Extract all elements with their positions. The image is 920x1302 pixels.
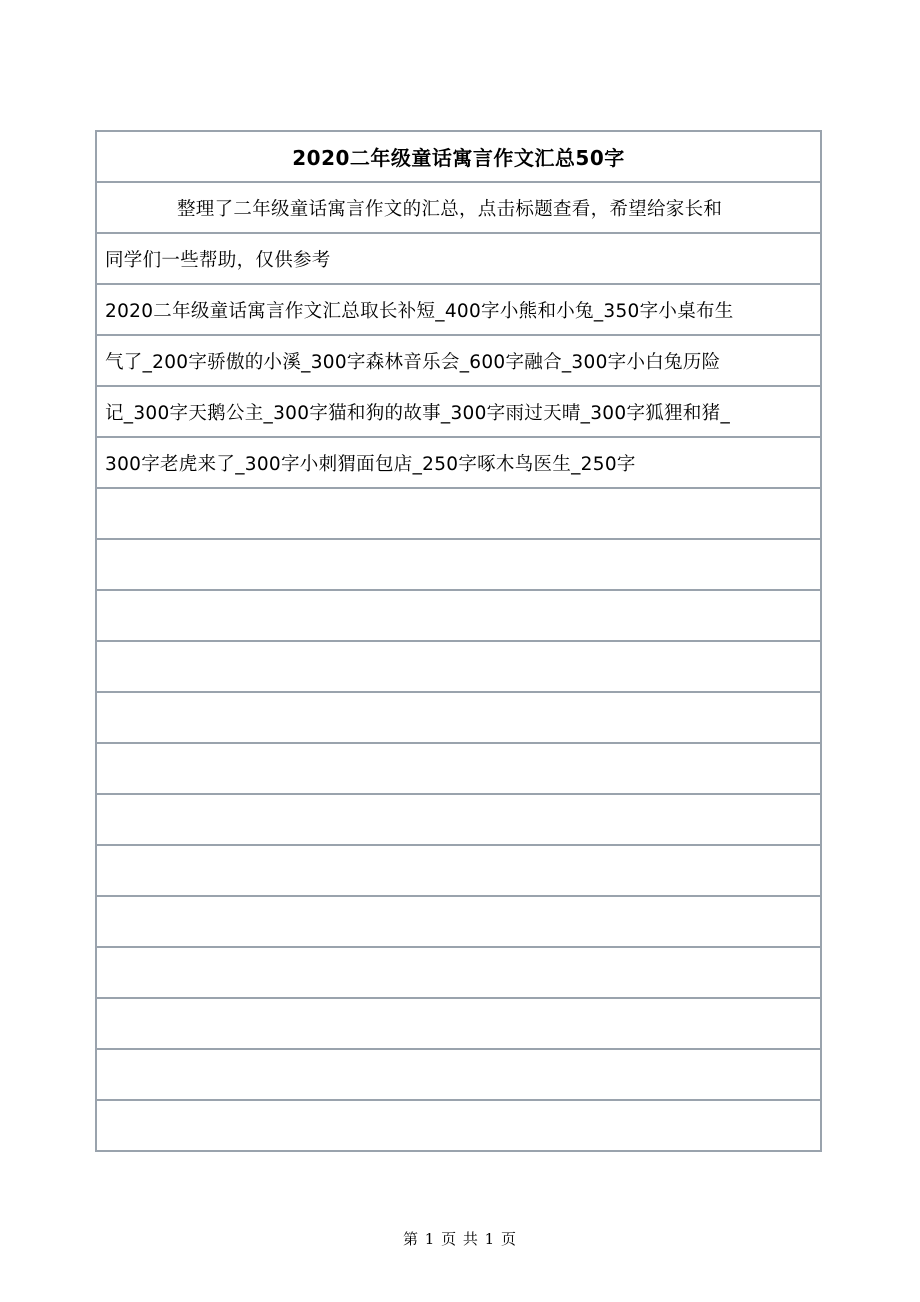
empty-ruled-line: [97, 948, 820, 999]
empty-ruled-line: [97, 1050, 820, 1101]
empty-ruled-line: [97, 489, 820, 540]
text-line: 气了_200字骄傲的小溪_300字森林音乐会_600字融合_300字小白兔历险: [105, 351, 721, 373]
document-sheet: [95, 130, 822, 1152]
text-line-1: [97, 183, 820, 234]
text-line: 300字老虎来了_300字小刺猬面包店_250字啄木鸟医生_250字: [105, 453, 636, 475]
text-line-6: [97, 438, 820, 489]
empty-ruled-line: [97, 846, 820, 897]
text-line-2: [97, 234, 820, 285]
text-line: 记_300字天鹅公主_300字猫和狗的故事_300字雨过天晴_300字狐狸和猪_: [105, 402, 730, 424]
text-line: 同学们一些帮助，仅供参考: [105, 249, 331, 271]
empty-ruled-line: [97, 642, 820, 693]
empty-ruled-line: [97, 591, 820, 642]
document-title: 2020二年级童话寓言作文汇总50字: [292, 146, 625, 170]
document-title-row: [97, 132, 820, 183]
page-number-footer: 第 1 页 共 1 页: [403, 1230, 517, 1248]
empty-ruled-line: [97, 540, 820, 591]
text-line-5: [97, 387, 820, 438]
empty-ruled-line: [97, 795, 820, 846]
text-line: 整理了二年级童话寓言作文的汇总，点击标题查看，希望给家长和: [177, 198, 723, 220]
empty-ruled-line: [97, 897, 820, 948]
empty-ruled-line: [97, 1101, 820, 1150]
empty-ruled-line: [97, 744, 820, 795]
text-line-3: [97, 285, 820, 336]
text-line: 2020二年级童话寓言作文汇总取长补短_400字小熊和小兔_350字小桌布生: [105, 300, 734, 322]
empty-ruled-line: [97, 693, 820, 744]
empty-ruled-line: [97, 999, 820, 1050]
text-line-4: [97, 336, 820, 387]
